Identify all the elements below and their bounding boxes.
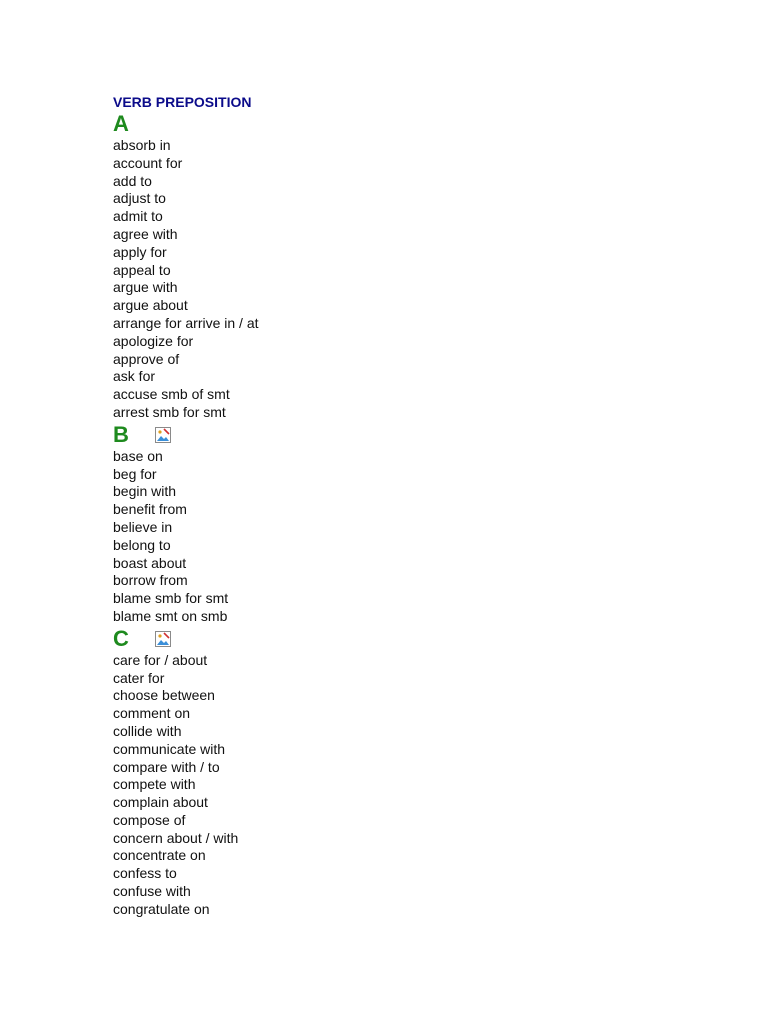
broken-image-icon — [155, 427, 171, 443]
list-item: collide with — [113, 722, 182, 739]
list-item: adjust to — [113, 190, 166, 207]
list-item: cater for — [113, 669, 165, 686]
list-item: borrow from — [113, 572, 188, 589]
section-letter: A — [113, 111, 129, 136]
list-item: blame smb for smt — [113, 590, 229, 607]
list-item: communicate with — [113, 740, 226, 757]
list-item: account for — [113, 154, 183, 171]
list-item: blame smt on smb — [113, 607, 228, 624]
document-title: VERB PREPOSITION — [113, 94, 252, 110]
list-item: argue about — [113, 297, 188, 314]
list-item: argue with — [113, 279, 178, 296]
section-header — [113, 626, 673, 652]
list-item: base on — [113, 447, 163, 464]
list-item: compete with — [113, 776, 196, 793]
list-item: compare with / to — [113, 758, 220, 775]
list-item: apply for — [113, 243, 167, 260]
list-item: believe in — [113, 518, 173, 535]
list-item: congratulate on — [113, 900, 210, 917]
list-item: apologize for — [113, 332, 194, 349]
list-item: agree with — [113, 225, 178, 242]
section-c — [113, 626, 673, 919]
section-header — [113, 111, 673, 137]
list-item: accuse smb of smt — [113, 386, 230, 403]
list-item: concentrate on — [113, 847, 206, 864]
section-b — [113, 422, 673, 626]
document-page — [113, 93, 673, 919]
section-header — [113, 422, 673, 448]
list-item: boast about — [113, 554, 187, 571]
list-item: belong to — [113, 536, 171, 553]
list-item: choose between — [113, 687, 215, 704]
list-item: begin with — [113, 483, 177, 500]
list-item: admit to — [113, 208, 163, 225]
list-item: compose of — [113, 811, 186, 828]
list-item: confess to — [113, 865, 177, 882]
list-item: appeal to — [113, 261, 171, 278]
list-item: concern about / with — [113, 829, 239, 846]
section-a — [113, 111, 673, 422]
list-item: complain about — [113, 794, 208, 811]
section-letter: C — [113, 625, 129, 651]
list-item: approve of — [113, 350, 180, 367]
list-item: benefit from — [113, 501, 187, 518]
list-item: arrest smb for smt — [113, 403, 226, 420]
list-item: confuse with — [113, 883, 191, 900]
list-item: ask for — [113, 368, 156, 385]
list-item: arrange for arrive in / at — [113, 314, 259, 331]
list-item: absorb in — [113, 137, 171, 153]
broken-image-icon — [155, 631, 171, 647]
list-item: add to — [113, 172, 152, 189]
list-item: comment on — [113, 705, 191, 722]
section-letter: B — [113, 421, 129, 447]
list-item: beg for — [113, 465, 157, 482]
list-item: care for / about — [113, 651, 208, 668]
